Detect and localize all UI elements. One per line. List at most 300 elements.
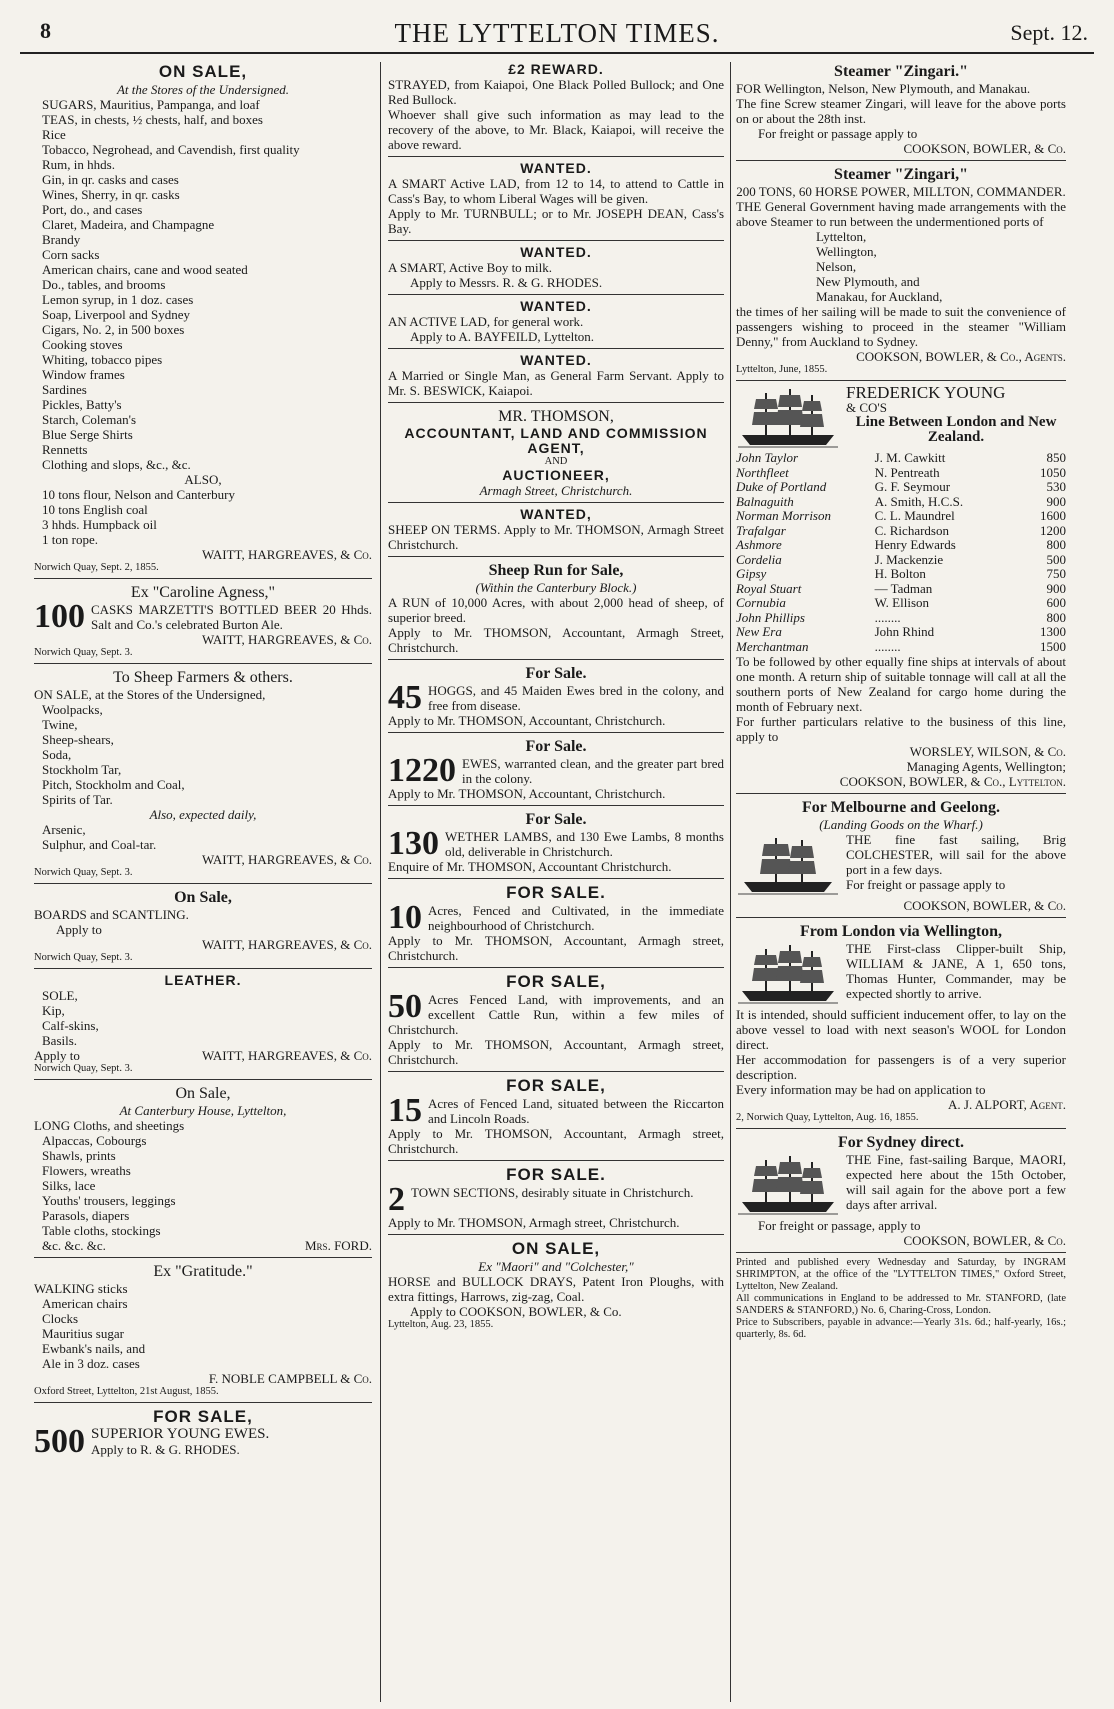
list-item: 1 ton rope. <box>42 532 98 547</box>
ship-captain: J. Mackenzie <box>874 551 944 567</box>
list-item: Parasols, diapers <box>42 1208 130 1223</box>
list-item: SOLE, <box>42 988 78 1003</box>
ship-captain: ........ <box>874 609 901 625</box>
signature: WAITT, HARGREAVES, & Co. <box>202 1048 372 1063</box>
ship-ship: Cornubia <box>736 595 786 610</box>
ad-wanted-boy <box>388 245 724 290</box>
divider <box>388 348 724 349</box>
table-row <box>736 466 1066 481</box>
ship-tons: 750 <box>1046 566 1066 581</box>
divider <box>34 663 372 664</box>
divider <box>34 883 372 884</box>
lead-number: 100 <box>34 602 85 632</box>
list-item: Rice <box>42 127 66 142</box>
ad-sheep-on-terms <box>388 507 724 552</box>
ship-captain: A. Smith, H.C.S. <box>874 493 964 509</box>
ship-ship: Balnaguith <box>736 493 794 509</box>
divider <box>736 917 1066 918</box>
list-item: American chairs <box>42 1296 128 1311</box>
ship-ship: Merchantman <box>736 638 809 654</box>
signature: COOKSON, BOWLER, & Co. <box>903 898 1066 913</box>
divider <box>388 732 724 733</box>
apply-line: Apply to Mr. TURNBULL; or to Mr. JOSEPH DEAN, Cass's Bay. <box>388 206 724 236</box>
divider <box>736 160 1066 161</box>
ad-body: Acres of Fenced Land, situated between the Riccarton and Lincoln Roads. <box>428 1096 724 1126</box>
list-item: Cooking stoves <box>42 337 123 352</box>
ad-body: AN ACTIVE LAD, for general work. <box>388 314 584 329</box>
signature: COOKSON, BOWLER, & Co., Lyttelton. <box>839 774 1066 789</box>
ship-ship: John Taylor <box>736 450 798 465</box>
table-row <box>736 640 1066 655</box>
ad-heading: For Melbourne and Geelong. <box>802 799 1000 816</box>
signature: COOKSON, BOWLER, & Co., Agents. <box>856 349 1066 364</box>
ship-captain: Henry Edwards <box>874 537 956 552</box>
divider <box>388 502 724 503</box>
ship-captain: W. Ellison <box>874 595 930 610</box>
ad-lead: BOARDS and SCANTLING. <box>34 907 189 922</box>
ad-boards-scantling <box>34 888 372 964</box>
ad-heading: WANTED. <box>520 352 592 368</box>
ship-table <box>736 451 1066 654</box>
list-item: Brandy <box>42 232 81 247</box>
list-item: Clothing and slops, &c., &c. <box>42 457 191 472</box>
apply-line: Apply to Mr. THOMSON, Accountant, Christchurch. <box>388 786 666 801</box>
ad-heading: WANTED. <box>520 160 592 176</box>
ad-ewes <box>388 737 724 801</box>
ship-ship: Cordelia <box>736 551 782 567</box>
ad-body: the times of her sailing will be made to suit the convenience of passengers wishing to proceed in the steamer "William Denny," from Auckland to Sydney. <box>736 304 1066 349</box>
divider <box>388 156 724 157</box>
line-title: & CO'S <box>846 400 887 415</box>
ad-body: SUPERIOR YOUNG EWES. <box>91 1427 270 1442</box>
ad-body: A SMART, Active Boy to milk. <box>388 260 553 275</box>
table-row <box>736 495 1066 510</box>
table-row <box>736 553 1066 568</box>
ship-tons: 600 <box>1046 595 1066 610</box>
table-row <box>736 480 1066 495</box>
imprint-text: Printed and published every Wednesday and Saturday, by INGRAM SHRIMPTON, at the office of the "LYTTELTON TIMES," Oxford Street, Lyttelton, New Zealand. <box>736 1257 1066 1292</box>
list-item: Lemon syrup, in 1 doz. cases <box>42 292 194 307</box>
lead-number: 1220 <box>388 756 456 786</box>
ship-ship: Norman Morrison <box>736 508 831 523</box>
apply-line: For freight or passage, apply to <box>758 1218 921 1233</box>
ad-body: THE General Government having made arrangements with the above Steamer to run between the undermentioned ports of <box>736 199 1066 229</box>
signature: COOKSON, BOWLER, & Co. <box>903 141 1066 156</box>
ship-ship: John Phillips <box>736 609 805 625</box>
ad-sydney-direct <box>736 1133 1066 1248</box>
list-item: Corn sacks <box>42 247 100 262</box>
goods-list <box>34 97 372 472</box>
divider <box>388 1234 724 1235</box>
list-item: Rum, in hhds. <box>42 157 115 172</box>
ad-heading: On Sale, <box>174 889 232 906</box>
ship-tons: 900 <box>1046 580 1066 596</box>
agent-address: Armagh Street, Christchurch. <box>479 483 633 498</box>
list-item: American chairs, cane and wood seated <box>42 262 248 277</box>
lead-number: 45 <box>388 683 422 713</box>
ship-tons: 1500 <box>1040 638 1066 654</box>
ad-body: CASKS MARZETTI'S BOTTLED BEER 20 Hhds. Salt and Co.'s celebrated Burton Ale. <box>91 602 372 632</box>
ad-lead: WALKING sticks <box>34 1281 128 1296</box>
column-rule <box>380 62 381 1702</box>
divider <box>388 240 724 241</box>
column-rule <box>730 62 731 1702</box>
divider <box>34 1257 372 1258</box>
ad-50-acres <box>388 972 724 1067</box>
ad-sheep-run <box>388 561 724 655</box>
ad-steamer-zingari <box>736 62 1066 156</box>
also-list <box>34 487 372 547</box>
ship-ship: Trafalgar <box>736 522 786 538</box>
divider <box>388 402 724 403</box>
ad-london-wellington <box>736 922 1066 1124</box>
list-item: Gin, in qr. casks and cases <box>42 172 179 187</box>
list-item: Sheep-shears, <box>42 732 114 747</box>
ad-wanted-lad <box>388 161 724 236</box>
ad-body: Every information may be had on application to <box>736 1082 986 1097</box>
apply-line: Apply to A. BAYFEILD, Lyttelton. <box>410 329 595 344</box>
dateline: Norwich Quay, Sept. 3. <box>34 647 133 658</box>
ad-heading: LEATHER. <box>164 972 242 988</box>
list-item: Ale in 3 doz. cases <box>42 1356 140 1371</box>
ad-body: THE fine fast sailing, Brig COLCHESTER, will sail for the above port in a few days. <box>846 832 1066 877</box>
list-item: Arsenic, <box>42 822 86 837</box>
apply-line: Apply to Mr. THOMSON, Accountant, Armagh street, Christchurch. <box>388 933 724 963</box>
list-item: Clocks <box>42 1311 79 1326</box>
ship-tons: 800 <box>1046 537 1066 552</box>
auctioneer-label: AUCTIONEER, <box>502 467 610 483</box>
ad-melbourne-geelong <box>736 798 1066 913</box>
list-item: Stockholm Tar, <box>42 762 122 777</box>
list-item: Woolpacks, <box>42 702 103 717</box>
list-item: Window frames <box>42 367 125 382</box>
table-row <box>736 625 1066 640</box>
ad-wanted-farm-servant <box>388 353 724 398</box>
port-item: Wellington, <box>816 244 877 259</box>
divider <box>388 805 724 806</box>
ad-wanted-active-lad <box>388 299 724 344</box>
list-item: Sardines <box>42 382 87 397</box>
table-row <box>736 451 1066 466</box>
ad-body: EWES, warranted clean, and the greater part bred in the colony. <box>462 756 724 786</box>
ad-subheading: (Within the Canterbury Block.) <box>475 580 637 595</box>
ad-town-sections <box>388 1165 724 1230</box>
ad-body: For further particulars relative to the business of this line, apply to <box>736 714 1066 744</box>
ad-heading: For Sale. <box>525 811 587 828</box>
ad-caroline-agness <box>34 583 372 659</box>
apply-line: Apply to Mr. THOMSON, Accountant, Armagh street, Christchurch. <box>388 1037 724 1067</box>
ship-captain: N. Pentreath <box>874 464 940 480</box>
dateline: Norwich Quay, Sept. 3. <box>34 867 133 878</box>
signature: WAITT, HARGREAVES, & Co. <box>202 937 372 952</box>
ad-wether-lambs <box>388 810 724 874</box>
port-item: Manakau, for Auckland, <box>816 289 943 304</box>
ad-body: WETHER LAMBS, and 130 Ewe Lambs, 8 months old, deliverable in Christchurch. <box>445 829 724 859</box>
lead-number: 130 <box>388 829 439 859</box>
ship-ship: New Era <box>736 624 782 639</box>
list-item: Wines, Sherry, in qr. casks <box>42 187 180 202</box>
list-item: Pitch, Stockholm and Coal, <box>42 777 185 792</box>
ship-ship: Royal Stuart <box>736 580 802 596</box>
ship-illustration <box>736 1152 840 1218</box>
ship-tons: 900 <box>1046 493 1066 509</box>
list-item: Sulphur, and Coal-tar. <box>42 837 157 852</box>
list-item: Calf-skins, <box>42 1018 99 1033</box>
ship-captain: — Tadman <box>874 580 933 596</box>
divider <box>388 659 724 660</box>
apply-line: Apply to Mr. THOMSON, Accountant, Christchurch. <box>388 713 666 728</box>
ad-heading: For Sale. <box>525 665 587 682</box>
ad-body: Her accommodation for passengers is of a very superior description. <box>736 1052 1066 1082</box>
apply-line: Apply to Messrs. R. & G. RHODES. <box>410 275 603 290</box>
signature: WAITT, HARGREAVES, & Co. <box>202 547 372 562</box>
ship-tons: 850 <box>1046 450 1066 465</box>
dateline: Oxford Street, Lyttelton, 21st August, 1855. <box>34 1386 219 1397</box>
ad-body: The fine Screw steamer Zingari, will leave for the above ports on or about the 28th inst. <box>736 96 1066 126</box>
ad-heading: On Sale, <box>175 1085 231 1102</box>
list-item: 10 tons English coal <box>42 502 148 517</box>
ad-heading: ON SALE, <box>511 1239 601 1258</box>
divider <box>736 1252 1066 1253</box>
newspaper-title: THE LYTTELTON TIMES. <box>394 18 720 48</box>
ad-heading: Steamer "Zingari." <box>834 63 968 80</box>
signature: Mrs. FORD. <box>305 1238 372 1253</box>
dateline: 2, Norwich Quay, Lyttelton, Aug. 16, 1855. <box>736 1112 919 1123</box>
divider <box>388 294 724 295</box>
divider <box>736 793 1066 794</box>
dateline: Lyttelton, Aug. 23, 1855. <box>388 1319 494 1330</box>
ship-captain: John Rhind <box>874 624 935 639</box>
ad-heading: FOR SALE. <box>506 1165 606 1184</box>
lead-number: 15 <box>388 1096 422 1126</box>
list-item: Mauritius sugar <box>42 1326 124 1341</box>
table-row <box>736 538 1066 553</box>
list-item: TEAS, in chests, ½ chests, half, and boxes <box>42 112 263 127</box>
ad-subheading: At Canterbury House, Lyttelton, <box>119 1103 287 1118</box>
port-item: Nelson, <box>816 259 857 274</box>
list-item: Flowers, wreaths <box>42 1163 131 1178</box>
ad-subheading: At the Stores of the Undersigned. <box>116 82 290 97</box>
lead-number: 10 <box>388 903 422 933</box>
apply-line: Apply to Mr. THOMSON, Accountant, Armagh Street, Christchurch. <box>388 625 724 655</box>
list-item: &c. &c. &c. <box>42 1238 106 1253</box>
list-item: Table cloths, stockings <box>42 1223 161 1238</box>
ad-heading: FOR SALE. <box>506 883 606 902</box>
apply-line: Apply to Mr. THOMSON, Armagh street, Christchurch. <box>388 1215 680 1230</box>
column-left <box>34 62 372 1461</box>
imprint-text: All communications in England to be addressed to Mr. STANFORD, (late SANDERS & STANFORD,) No. 6, Charing-Cross, London. <box>736 1293 1066 1316</box>
ship-captain: C. L. Maundrel <box>874 508 955 523</box>
ad-subheading: Ex "Maori" and "Colchester," <box>478 1259 634 1274</box>
table-row <box>736 596 1066 611</box>
list-item: Pickles, Batty's <box>42 397 122 412</box>
ad-heading: FOR SALE, <box>506 972 606 991</box>
divider <box>388 967 724 968</box>
list-item: Basils. <box>42 1033 78 1048</box>
expected-note: Also, expected daily, <box>149 807 257 822</box>
apply-line: Apply to R. & G. RHODES. <box>91 1442 240 1457</box>
ship-captain: J. M. Cawkitt <box>874 450 946 465</box>
list-item: 3 hhds. Humpback oil <box>42 517 157 532</box>
divider <box>736 1128 1066 1129</box>
imprint-text: Price to Subscribers, payable in advance:—Yearly 31s. 6d.; half-yearly, 16s.; quarterly, 8s. 6d. <box>736 1317 1066 1340</box>
ad-heading: WANTED. <box>520 244 592 260</box>
apply-line: Apply to COOKSON, BOWLER, & Co. <box>410 1304 622 1319</box>
ad-body: For freight or passage apply to <box>846 877 1006 892</box>
table-row <box>736 509 1066 524</box>
ad-body: A Married or Single Man, as General Farm Servant. Apply to Mr. S. BESWICK, Kaiapoi. <box>388 368 724 398</box>
signature: F. NOBLE CAMPBELL & Co. <box>208 1371 372 1386</box>
list-item: Kip, <box>42 1003 65 1018</box>
ad-body: TOWN SECTIONS, desirably situate in Christchurch. <box>411 1185 694 1200</box>
divider <box>34 1079 372 1080</box>
ad-body: A SMART Active LAD, from 12 to 14, to attend to Cattle in Cass's Bay, to whom Liberal Wages will be given. <box>388 176 724 206</box>
ad-on-sale-stores <box>34 62 372 574</box>
ad-mr-thomson <box>388 407 724 498</box>
ship-tons: 1050 <box>1040 464 1066 480</box>
lead-number: 500 <box>34 1427 85 1457</box>
ship-captain: H. Bolton <box>874 566 926 581</box>
ship-ship: Gipsy <box>736 566 767 581</box>
issue-date: Sept. 12. <box>1010 20 1088 45</box>
ad-zingari-government <box>736 165 1066 376</box>
divider <box>388 878 724 879</box>
list-item: Ewbank's nails, and <box>42 1341 146 1356</box>
list-item: Whiting, tobacco pipes <box>42 352 163 367</box>
table-row <box>736 567 1066 582</box>
apply-line: Apply to <box>56 922 102 937</box>
ad-heading: Sheep Run for Sale, <box>488 562 624 579</box>
line-title: Line Between London and New Zealand. <box>855 414 1057 445</box>
ad-frederick-young <box>736 385 1066 789</box>
divider <box>388 1160 724 1161</box>
list-item: Twine, <box>42 717 78 732</box>
apply-line: Enquire of Mr. THOMSON, Accountant Christchurch. <box>388 859 672 874</box>
list-item: Claret, Madeira, and Champagne <box>42 217 215 232</box>
ad-young-ewes <box>34 1407 372 1457</box>
list-item: Silks, lace <box>42 1178 96 1193</box>
port-item: Lyttelton, <box>816 229 867 244</box>
signature: COOKSON, BOWLER, & Co. <box>903 1233 1066 1248</box>
ad-reward <box>388 62 724 152</box>
divider <box>388 1071 724 1072</box>
ad-leather <box>34 973 372 1075</box>
signature: A. J. ALPORT, Agent. <box>948 1097 1066 1112</box>
ship-tons: 1300 <box>1040 624 1066 639</box>
apply-line: Apply to Mr. THOMSON, Accountant, Armagh street, Christchurch. <box>388 1126 724 1156</box>
imprint <box>736 1257 1066 1341</box>
list-item: Tobacco, Negrohead, and Cavendish, first quality <box>42 142 300 157</box>
ship-tons: 530 <box>1046 479 1066 494</box>
table-row <box>736 524 1066 539</box>
ship-tons: 500 <box>1046 551 1066 567</box>
ship-tons: 1600 <box>1040 508 1066 523</box>
ad-body: THE Fine, fast-sailing Barque, MAORI, expected here about the 15th October, will sail again for the above port a few days after arrival. <box>846 1152 1066 1212</box>
ad-body: HORSE and BULLOCK DRAYS, Patent Iron Ploughs, with extra fittings, Harrows, zig-zag, Coal. <box>388 1274 724 1304</box>
ad-body: THE First-class Clipper-built Ship, WILLIAM & JANE, A 1, 650 tons, Thomas Hunter, Commander, may be expected shortly to arrive. <box>846 941 1066 1001</box>
dateline: Norwich Quay, Sept. 2, 1855. <box>34 562 159 573</box>
ad-body: Whoever shall give such information as may lead to the recovery of the above, to Mr. Black, Kaiapoi, will receive the above reward. <box>388 107 724 152</box>
also-label: ALSO, <box>184 472 222 487</box>
table-row <box>736 582 1066 597</box>
ad-body: STRAYED, from Kaiapoi, One Black Polled Bullock; and One Red Bullock. <box>388 77 724 107</box>
masthead <box>20 8 1094 54</box>
ship-captain: C. Richardson <box>874 522 949 538</box>
agent-name: MR. THOMSON, <box>498 408 614 425</box>
ship-illustration <box>736 385 840 451</box>
list-item: Spirits of Tar. <box>42 792 113 807</box>
list-item: Soap, Liverpool and Sydney <box>42 307 191 322</box>
ad-lead: LONG Cloths, and sheetings <box>34 1118 185 1133</box>
ship-tons: 800 <box>1046 609 1066 625</box>
dateline: Norwich Quay, Sept. 3. <box>34 952 133 963</box>
list-item: Blue Serge Shirts <box>42 427 133 442</box>
list-item: Port, do., and cases <box>42 202 143 217</box>
ad-gratitude <box>34 1262 372 1398</box>
ship-captain: G. F. Seymour <box>874 479 951 494</box>
list-item: Cigars, No. 2, in 500 boxes <box>42 322 185 337</box>
ad-heading: For Sale. <box>525 738 587 755</box>
ad-hoggs <box>388 664 724 728</box>
list-item: Alpaccas, Cobourgs <box>42 1133 147 1148</box>
ad-heading: ON SALE, <box>158 62 248 81</box>
ship-ship: Ashmore <box>736 537 782 552</box>
ad-canterbury-house <box>34 1084 372 1253</box>
signature: WAITT, HARGREAVES, & Co. <box>202 632 372 647</box>
list-item: Soda, <box>42 747 72 762</box>
ad-heading: WANTED, <box>520 506 592 522</box>
ad-subheading: (Landing Goods on the Wharf.) <box>819 817 983 832</box>
ad-heading: Steamer "Zingari," <box>834 166 968 183</box>
ad-body: HOGGS, and 45 Maiden Ewes bred in the colony, and free from disease. <box>428 683 724 713</box>
ad-subheading: 200 TONS, 60 HORSE POWER, MILLTON, COMMANDER. <box>736 184 1066 199</box>
ad-heading: £2 REWARD. <box>508 61 604 77</box>
lead-number: 2 <box>388 1185 405 1215</box>
ad-heading: Ex "Gratitude." <box>153 1263 253 1280</box>
ship-ship: Duke of Portland <box>736 479 827 494</box>
apply-line: For freight or passage apply to <box>758 126 918 141</box>
ad-body: It is intended, should sufficient inducement offer, to lay on the above vessel to load with next season's WOOL for London direct. <box>736 1007 1066 1052</box>
list-item: Do., tables, and brooms <box>42 277 166 292</box>
ad-heading: Ex "Caroline Agness," <box>130 584 276 601</box>
ship-ship: Northfleet <box>736 464 789 480</box>
divider <box>34 578 372 579</box>
lead-number: 50 <box>388 992 422 1025</box>
page-number: 8 <box>40 18 51 43</box>
dateline: Lyttelton, June, 1855. <box>736 364 828 375</box>
ad-body: Acres, Fenced and Cultivated, in the immediate neighbourhood of Christchurch. <box>428 903 724 933</box>
list-item: Starch, Coleman's <box>42 412 137 427</box>
agent-title: ACCOUNTANT, LAND AND COMMISSION AGENT, <box>404 425 708 456</box>
dateline: Norwich Quay, Sept. 3. <box>34 1063 133 1074</box>
ad-heading: WANTED. <box>520 298 592 314</box>
ad-heading: For Sydney direct. <box>837 1134 965 1151</box>
list-item: Rennetts <box>42 442 88 457</box>
column-right <box>736 62 1066 1345</box>
list-item: 10 tons flour, Nelson and Canterbury <box>42 487 236 502</box>
divider <box>34 968 372 969</box>
ad-drays <box>388 1239 724 1331</box>
divider <box>736 380 1066 381</box>
ad-heading: From London via Wellington, <box>799 923 1003 940</box>
ship-illustration <box>736 941 840 1007</box>
ad-body: To be followed by other equally fine ships at intervals of about one month. A return ship of suitable tonnage will call at all the southern ports of New Zealand for cargo home during the month of February next. <box>736 654 1066 714</box>
ship-illustration <box>736 832 840 898</box>
divider <box>388 556 724 557</box>
ad-15-acres <box>388 1076 724 1156</box>
signature: WAITT, HARGREAVES, & Co. <box>202 852 372 867</box>
ad-body: SHEEP ON TERMS. Apply to Mr. THOMSON, Armagh Street Christchurch. <box>388 522 724 552</box>
